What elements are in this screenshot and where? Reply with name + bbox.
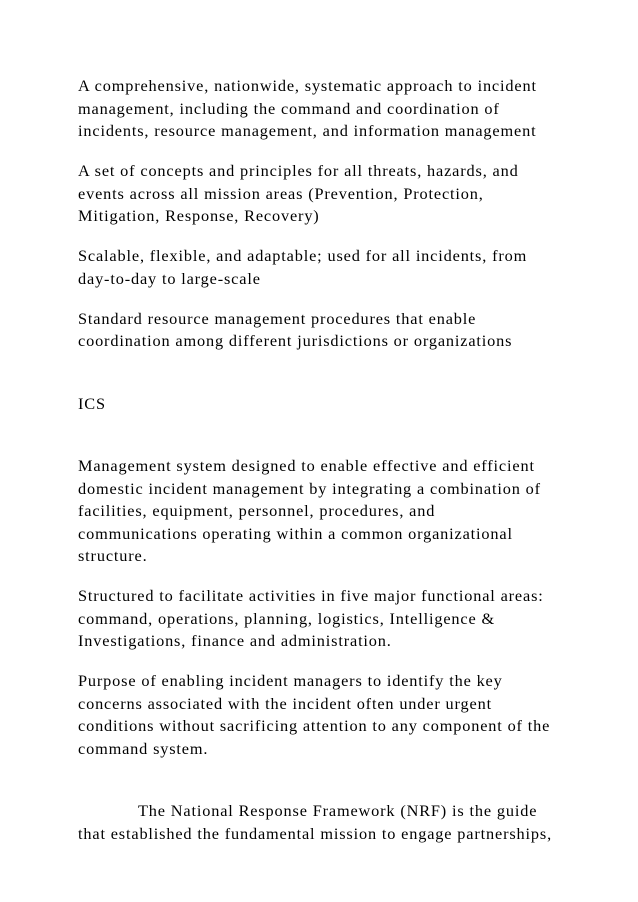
paragraph-1-line-2: management, including the command and coordination of (78, 99, 500, 118)
paragraph-6-line-1: Management system designed to enable effective and efficient (78, 456, 535, 475)
paragraph-4-line-1: Standard resource management procedures that enable (78, 309, 477, 328)
paragraph-1-line-3: incidents, resource management, and information management (78, 121, 537, 140)
paragraph-7-line-3: Investigations, finance and administration. (78, 631, 392, 650)
paragraph-3-line-1: Scalable, flexible, and adaptable; used for all incidents, from (78, 246, 528, 265)
paragraph-8-line-4: command system. (78, 739, 209, 758)
paragraph-6-line-3: facilities, equipment, personnel, procedures, and (78, 501, 436, 520)
paragraph-2-line-3: Mitigation, Response, Recovery) (78, 206, 320, 225)
paragraph-2-line-2: events across all mission areas (Prevention, Protection, (78, 184, 484, 203)
paragraph-6-line-2: domestic incident management by integrating a combination of (78, 479, 541, 498)
paragraph-6-line-5: structure. (78, 546, 148, 565)
paragraph-4-line-2: coordination among different jurisdictions or organizations (78, 331, 513, 350)
section-heading-ics: ICS (78, 394, 106, 413)
paragraph-7-line-1: Structured to facilitate activities in five major functional areas: (78, 586, 544, 605)
paragraph-9-line-1: The National Response Framework (NRF) is the guide (138, 801, 538, 820)
paragraph-1-line-1: A comprehensive, nationwide, systematic approach to incident (78, 76, 537, 95)
paragraph-7-line-2: command, operations, planning, logistics, Intelligence & (78, 609, 496, 628)
paragraph-8-line-2: concerns associated with the incident often under urgent (78, 694, 492, 713)
paragraph-3-line-2: day-to-day to large-scale (78, 269, 261, 288)
paragraph-6-line-4: communications operating within a common organizational (78, 524, 513, 543)
paragraph-8-line-3: conditions without sacrificing attention to any component of the (78, 716, 551, 735)
paragraph-8-line-1: Purpose of enabling incident managers to identify the key (78, 671, 503, 690)
paragraph-9-line-2: that established the fundamental mission to engage partnerships, (78, 824, 552, 843)
paragraph-2-line-1: A set of concepts and principles for all threats, hazards, and (78, 161, 519, 180)
